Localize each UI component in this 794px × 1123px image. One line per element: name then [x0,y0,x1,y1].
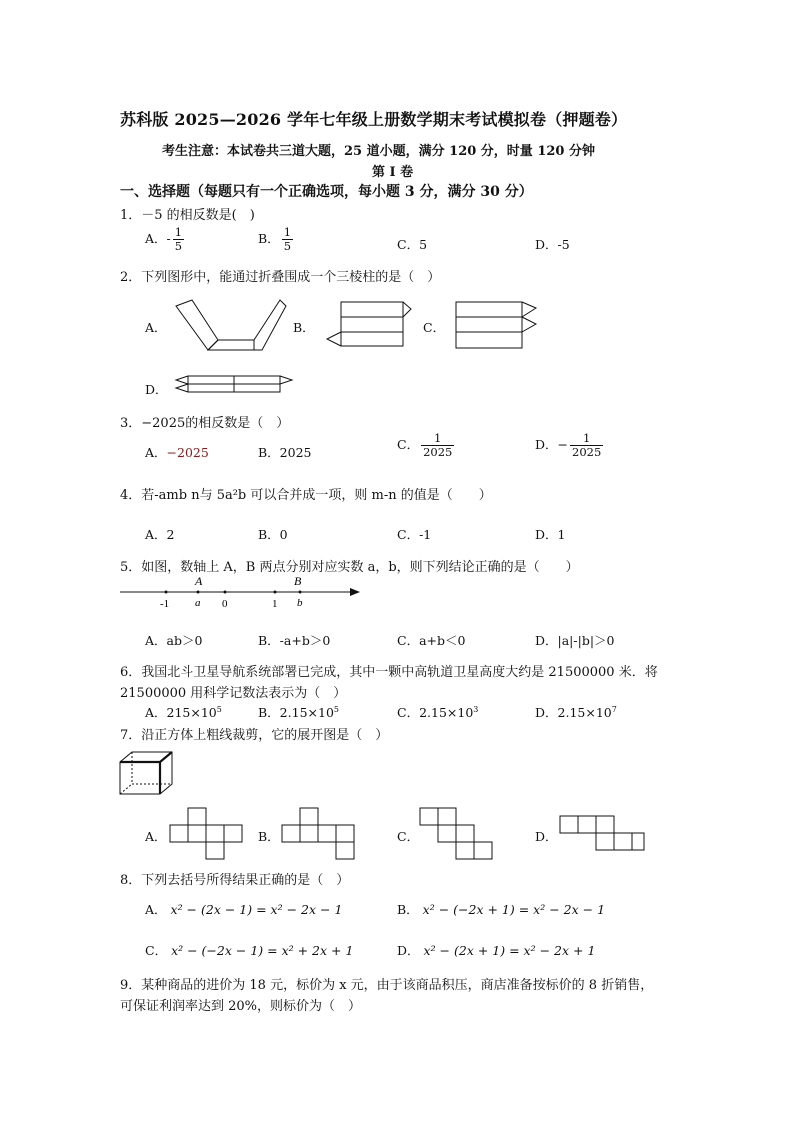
q1-option-d: D．-5 [535,237,570,252]
q4-option-c: C．-1 [397,527,432,542]
q7-option-d-label: D． [535,829,558,844]
q7-net-b [280,806,360,862]
q1-option-a: A．- $\frac{1}{5}$ [145,225,183,253]
q7-option-c-label: C． [397,829,420,844]
tick-neg1-dot [165,591,168,594]
q4-option-a: A．2 [145,527,175,542]
question-4-stem: 4．若-amb n与 5a²b 可以合并成一项，则 m-n 的值是（ ） [120,488,492,503]
question-8-stem: 8．下列去括号所得结果正确的是（ ） [120,873,350,888]
number-line-arrow [350,588,360,596]
q6-option-b: B．$2.15\times 10^5$ [258,704,339,720]
question-2-stem: 2．下列图形中，能通过折叠围成一个三棱柱的是（ ） [120,270,441,285]
q2-figure-b [323,298,413,350]
volume-label: 第 I 卷 [372,165,414,180]
tick-0: 0 [222,598,228,610]
label-A: A [195,574,203,588]
tick-a: a [195,597,201,609]
q8-option-b: B． x² − (−2x + 1) = x² − 2x − 1 [397,902,606,917]
tick-neg1: -1 [160,598,170,610]
question-3-stem: 3．−2025的相反数是（ ） [120,416,290,431]
question-9-stem-line2: 可保证利润率达到 20%，则标价为（ ） [120,999,362,1014]
q3-option-a: A．−2025 [145,445,209,460]
label-B: B [294,574,302,588]
q2-figure-c [452,298,542,350]
q7-net-d [558,814,648,854]
question-6-stem-line1: 6．我国北斗卫星导航系统部署已完成，其中一颗中高轨道卫星高度大约是 21500000 米．将 [120,665,658,680]
q1-option-c: C．5 [397,237,428,252]
point-b-dot [299,591,302,594]
q2-option-c-label: C． [423,320,446,335]
q1-option-b: B． $\frac{1}{5}$ [258,225,292,253]
q2-figure-d [172,372,296,398]
exam-notice: 考生注意：本试卷共三道大题，25 道小题，满分 120 分，时量 120 分钟 [162,144,595,159]
question-5-stem: 5．如图，数轴上 A，B 两点分别对应实数 a，b，则下列结论正确的是（ ） [120,560,579,575]
section-heading: 一、选择题（每题只有一个正确选项，每小题 3 分，满分 30 分） [120,184,533,200]
q7-option-b-label: B． [258,829,280,844]
tick-b: b [297,597,303,609]
q2-option-b-label: B． [293,320,315,335]
q7-cube-figure [118,750,176,796]
tick-zero-dot [224,591,227,594]
point-a-dot [197,591,200,594]
q8-option-d: D． x² − (2x + 1) = x² − 2x + 1 [397,943,596,958]
q6-option-c: C．$2.15\times 10^3$ [397,704,479,720]
question-1-stem: 1．－5 的相反数是( ) [120,208,255,223]
question-6-stem-line2: 21500000 用科学记数法表示为（ ） [120,686,347,701]
q2-figure-a [172,298,292,354]
q7-net-a [168,806,248,862]
q2-option-d-label: D． [145,382,168,397]
q5-option-b: B．-a+b＞0 [258,633,331,648]
exam-title: 苏科版 2025—2026 学年七年级上册数学期末考试模拟卷（押题卷） [120,110,628,129]
q2-option-a-label: A． [145,320,167,335]
q3-option-b: B．2025 [258,445,312,460]
q6-option-a: A．$215\times 10^5$ [145,704,222,720]
q3-option-d: D．− $\frac{1}{2025}$ [535,431,602,459]
q8-option-a: A． x² − (2x − 1) = x² − 2x − 1 [145,902,343,917]
q6-option-d: D．$2.15\times 10^7$ [535,704,617,720]
tick-one-dot [274,591,277,594]
q7-option-a-label: A． [145,829,167,844]
q8-option-c: C． x² − (−2x − 1) = x² + 2x + 1 [145,943,354,958]
q5-option-d: D．|a|-|b|＞0 [535,633,615,648]
tick-1: 1 [272,598,278,610]
q5-number-line [118,572,368,614]
q3-option-c: C． $\frac{1}{2025}$ [397,431,453,459]
q5-option-a: A．ab＞0 [145,633,203,648]
q7-net-c [418,806,498,862]
q4-option-b: B．0 [258,527,288,542]
question-9-stem-line1: 9．某种商品的进价为 18 元，标价为 x 元，由于该商品积压，商店准备按标价的 8 折销售， [120,978,654,993]
q5-option-c: C．a+b＜0 [397,633,466,648]
question-7-stem: 7．沿正方体上粗线裁剪，它的展开图是（ ） [120,728,389,743]
q4-option-d: D．1 [535,527,566,542]
